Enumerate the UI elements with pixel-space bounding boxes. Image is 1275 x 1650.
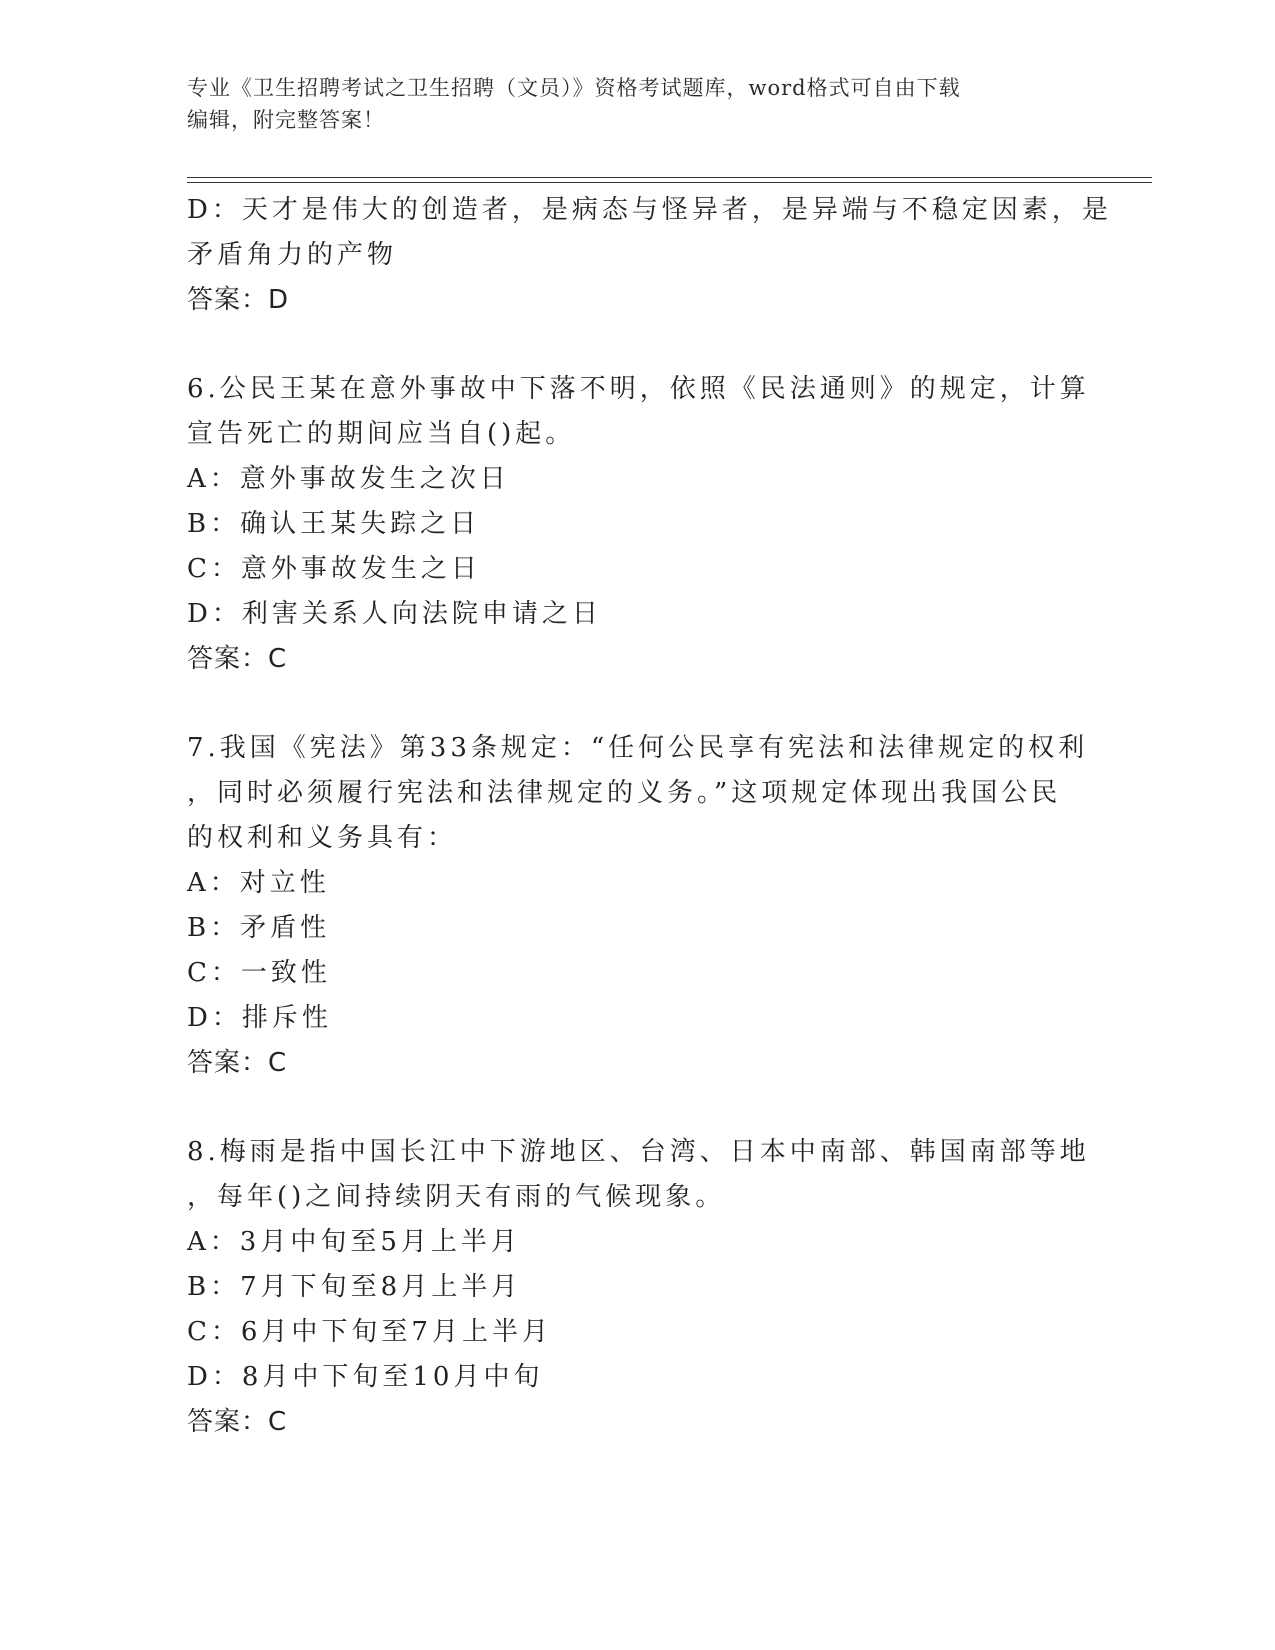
q7-option-a: A：对立性 (187, 868, 330, 898)
question-content (187, 188, 1112, 1445)
q8-stem-line-2: ，每年()之间持续阴天有雨的气候现象。 (187, 1182, 726, 1212)
q6-answer: 答案：C (187, 644, 288, 674)
spacer (187, 1086, 1087, 1130)
header-line-1: 专业《卫生招聘考试之卫生招聘（文员）》资格考试题库，word格式可自由下载 (187, 76, 961, 100)
q8-option-a: A：3月中旬至5月上半月 (187, 1227, 521, 1257)
q8-option-b: B：7月下旬至8月上半月 (187, 1272, 522, 1302)
q5-answer: 答案：D (187, 285, 290, 315)
q8-option-c: C：6月中下旬至7月上半月 (187, 1317, 552, 1347)
question-6 (187, 367, 1090, 682)
q8-stem-line-1: 8.梅雨是指中国长江中下游地区、台湾、日本中南部、韩国南部等地 (187, 1137, 1090, 1167)
spacer (187, 323, 1087, 367)
q5-option-d-line-1: D：天才是伟大的创造者，是病态与怪异者，是异端与不稳定因素，是 (187, 195, 1112, 225)
question-7 (187, 726, 1087, 1086)
header-rule-top (187, 177, 1152, 178)
spacer (187, 682, 1087, 726)
q7-stem-line-2: ，同时必须履行宪法和法律规定的义务。”这项规定体现出我国公民 (187, 778, 1062, 808)
q6-option-c: C：意外事故发生之日 (187, 554, 481, 584)
document-header (187, 72, 1087, 136)
q7-stem-line-1: 7.我国《宪法》第33条规定：“任何公民享有宪法和法律规定的权利 (187, 733, 1089, 763)
q6-stem-line-2: 宣告死亡的期间应当自()起。 (187, 419, 576, 449)
question-5-tail (187, 188, 1112, 323)
q7-option-c: C：一致性 (187, 958, 331, 988)
q7-answer: 答案：C (187, 1048, 288, 1078)
q6-stem-line-1: 6.公民王某在意外事故中下落不明，依照《民法通则》的规定，计算 (187, 374, 1090, 404)
q8-option-d: D：8月中下旬至10月中旬 (187, 1362, 544, 1392)
question-8 (187, 1130, 1090, 1445)
q8-answer: 答案：C (187, 1407, 288, 1437)
q6-option-d: D：利害关系人向法院申请之日 (187, 599, 602, 629)
q7-option-b: B：矛盾性 (187, 913, 331, 943)
q6-option-b: B：确认王某失踪之日 (187, 509, 481, 539)
q7-option-d: D：排斥性 (187, 1003, 332, 1033)
q5-option-d-line-2: 矛盾角力的产物 (187, 240, 398, 270)
header-rule-bottom (187, 182, 1152, 183)
header-line-2: 编辑，附完整答案！ (187, 108, 385, 132)
q7-stem-line-3: 的权利和义务具有： (187, 823, 458, 853)
q6-option-a: A：意外事故发生之次日 (187, 464, 510, 494)
